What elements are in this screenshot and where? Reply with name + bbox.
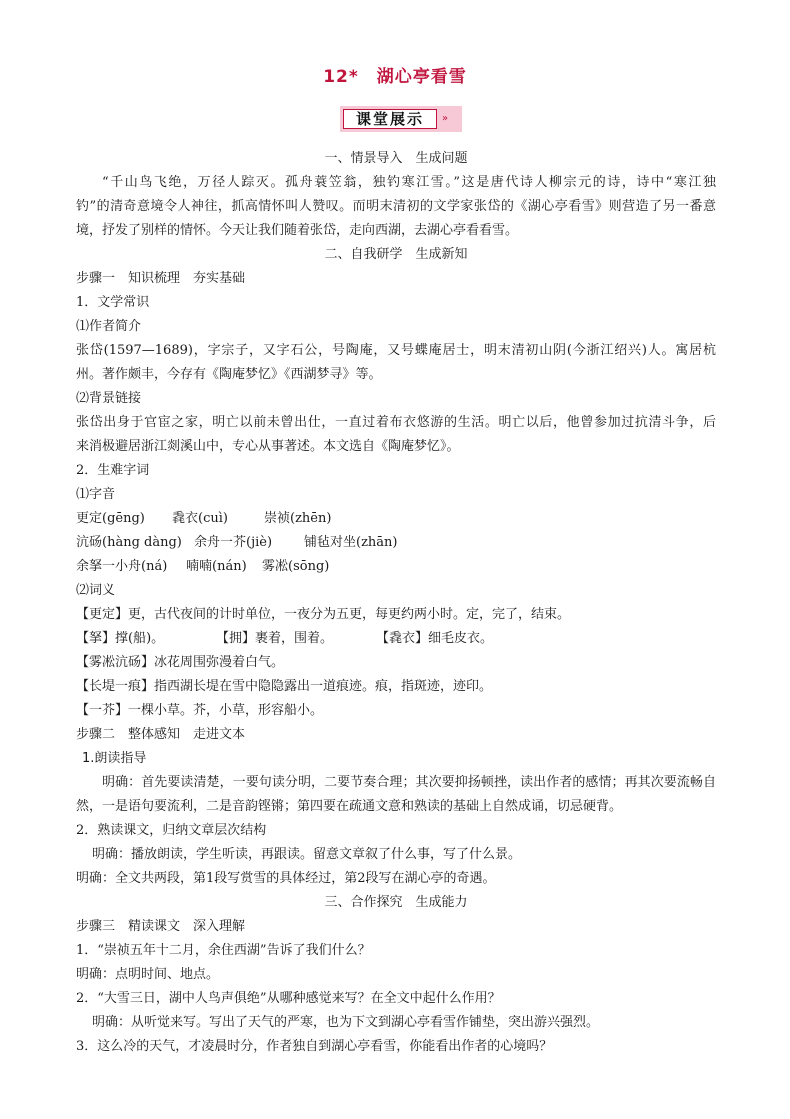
section-heading-3: 三、合作探究 生成能力 [324, 895, 468, 910]
subheading-words: 2．生难字词 [76, 463, 150, 478]
question-line: 1．“崇祯五年十二月，余住西湖”告诉了我们什么？ [76, 943, 371, 958]
paragraph-line: 张岱(1597—1689)，字宗子，又字石公，号陶庵，又号蝶庵居士，明末清初山阴(今浙江绍兴)人。寓居杭 [76, 343, 716, 358]
definition-item: 【拏】撑(船)。 [76, 631, 165, 646]
pronunciation-item: 沆砀(hàng dàng) [76, 535, 182, 550]
question-line: 3．这么冷的天气，才凌晨时分，作者独自到湖心亭看雪，你能看出作者的心境吗？ [76, 1039, 553, 1054]
pronunciation-row [76, 507, 716, 531]
definition-item: 【毳衣】细毛皮衣。 [376, 631, 494, 646]
paragraph-line: “千山鸟飞绝，万径人踪灭。孤舟蓑笠翁，独钓寒江雪。”这是唐代诗人柳宗元的诗，诗中“寒江独 [102, 175, 716, 190]
subheading-literature: 1．文学常识 [76, 295, 150, 310]
definition-line: 【更定】更，古代夜间的计时单位，一夜分为五更，每更约两小时。定，完了，结束。 [76, 607, 571, 622]
step-heading-3: 步骤三 精读课文 深入理解 [76, 919, 246, 934]
double-arrow-icon: » [442, 113, 449, 124]
definition-line: 【一芥】一棵小草。芥，小草，形容船小。 [76, 703, 324, 718]
subheading-reading: 1.朗读指导 [82, 751, 147, 766]
paragraph-line: 钓”的清奇意境令人神往，抓高情怀叫人赞叹。而明末清初的文学家张岱的《湖心亭看雪》则营造了另一番意 [76, 199, 716, 214]
paragraph-line: 明确：全文共两段，第1段写赏雪的具体经过，第2段写在湖心亭的奇遇。 [76, 871, 496, 886]
subheading-author: ⑴作者简介 [76, 319, 142, 334]
definition-line: 【雾凇沆砀】冰花周围弥漫着白气。 [76, 655, 285, 670]
paragraph-line: 张岱出身于官宦之家，明亡以前未曾出仕，一直过着布衣悠游的生活。明亡以后，他曾参加过抗清斗争，后 [76, 415, 716, 430]
document-body [76, 147, 716, 1059]
definition-row [76, 627, 716, 651]
pronunciation-item: 更定(gēng) [76, 511, 145, 526]
subheading-meaning: ⑵词义 [76, 583, 116, 598]
paragraph-line: 境，抒发了别样的情怀。今天让我们随着张岱，走向西湖，去湖心亭看看雪。 [76, 223, 519, 238]
pronunciation-item: 雾凇(sōng) [262, 559, 330, 574]
section-banner [340, 106, 462, 132]
paragraph-line: 州。著作颇丰，今存有《陶庵梦忆》《西湖梦寻》等。 [76, 367, 382, 382]
pronunciation-item: 喃喃(nán) [186, 559, 247, 574]
subheading-background: ⑵背景链接 [76, 391, 142, 406]
answer-line: 明确：点明时间、地点。 [76, 967, 220, 982]
section-heading-1: 一、情景导入 生成问题 [324, 151, 468, 166]
definition-item: 【拥】裹着，围着。 [216, 631, 334, 646]
pronunciation-item: 崇祯(zhēn) [264, 511, 332, 526]
subheading-pronunciation: ⑴字音 [76, 487, 116, 502]
paragraph-line: 明确：播放朗读，学生听读，再跟读。留意文章叙了什么事，写了什么景。 [92, 847, 522, 862]
pronunciation-row [76, 555, 716, 579]
answer-line: 明确：从听觉来写。写出了天气的严寒，也为下文到湖心亭看雪作铺垫，突出游兴强烈。 [92, 1015, 600, 1030]
pronunciation-row [76, 531, 716, 555]
lesson-title: 12* 湖心亭看雪 [323, 67, 467, 87]
pronunciation-item: 毳衣(cuì) [172, 511, 228, 526]
subheading-structure: 2．熟读课文，归纳文章层次结构 [76, 823, 267, 838]
question-line: 2．“大雪三日，湖中人鸟声俱绝”从哪种感觉来写？在全文中起什么作用？ [76, 991, 501, 1006]
paragraph-line: 来消极避居浙江剡溪山中，专心从事著述。本文选自《陶庵梦忆》。 [76, 439, 460, 454]
step-heading-1: 步骤一 知识梳理 夯实基础 [76, 271, 246, 286]
banner-label: 课堂展示 [343, 109, 437, 129]
definition-line: 【长堤一痕】指西湖长堤在雪中隐隐露出一道痕迹。痕，指斑迹，迹印。 [76, 679, 493, 694]
pronunciation-item: 余舟一芥(jiè) [194, 535, 273, 550]
pronunciation-item: 铺毡对坐(zhān) [304, 535, 398, 550]
paragraph-line: 明确：首先要读清楚，一要句读分明，二要节奏合理；其次要抑扬顿挫，读出作者的感情；再其次要流畅自 [102, 775, 716, 790]
step-heading-2: 步骤二 整体感知 走进文本 [76, 727, 246, 742]
section-heading-2: 二、自我研学 生成新知 [324, 247, 468, 262]
pronunciation-item: 余拏一小舟(ná) [76, 559, 168, 574]
paragraph-line: 然，一是语句要流利，二是音韵铿锵；第四要在疏通文意和熟读的基础上自然成诵，切忌硬背。 [76, 799, 623, 814]
